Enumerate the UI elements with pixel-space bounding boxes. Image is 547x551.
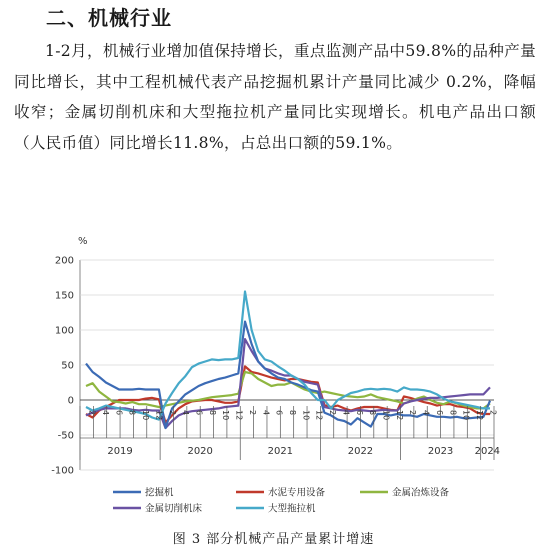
- year-label: 2020: [187, 446, 213, 457]
- x-tick-label: 6: [434, 410, 444, 416]
- x-tick-label: 2: [87, 410, 97, 416]
- x-tick-label: 4: [421, 410, 431, 416]
- legend-entry: 大型拖拉机: [268, 503, 316, 515]
- x-tick-label: 8: [288, 410, 297, 416]
- y-tick-label: 150: [54, 290, 74, 302]
- x-tick-label: 2: [488, 410, 498, 416]
- x-tick-label: 12: [154, 410, 164, 421]
- x-tick-label: 4: [181, 410, 191, 416]
- x-tick-label: 10: [141, 410, 151, 421]
- x-tick-label: 10: [461, 410, 471, 421]
- x-tick-label: 8: [368, 410, 378, 416]
- y-tick-label: -50: [57, 430, 74, 442]
- x-tick-label: 10: [221, 410, 231, 421]
- x-tick-label: 8: [207, 410, 217, 416]
- x-tick-label: 12: [474, 410, 484, 421]
- y-tick-label: 50: [61, 360, 74, 372]
- figure-caption: 图 3 部分机械产品产量累计增速: [172, 532, 375, 547]
- x-tick-label: 12: [314, 410, 324, 421]
- x-tick-label: 12: [234, 410, 244, 421]
- x-tick-label: 10: [301, 410, 311, 421]
- x-tick-label: 2: [408, 410, 418, 416]
- y-tick-label: -100: [51, 465, 74, 477]
- y-tick-label: 0: [67, 395, 74, 407]
- legend-entry: 金属冶炼设备: [392, 487, 450, 499]
- x-tick-label: 2: [328, 410, 338, 416]
- year-label: 2019: [107, 446, 133, 457]
- x-tick-label: 2: [167, 410, 177, 416]
- x-tick-label: 2: [247, 410, 257, 416]
- y-tick-label: 200: [54, 255, 74, 267]
- legend-entry: 水泥专用设备: [268, 487, 326, 499]
- x-tick-label: 4: [341, 410, 351, 416]
- x-tick-label: 6: [194, 410, 204, 416]
- legend-entry: 挖掘机: [145, 487, 174, 499]
- x-tick-label: 12: [394, 410, 404, 421]
- legend-entry: 金属切削机床: [145, 503, 203, 515]
- x-tick-label: 4: [261, 410, 271, 416]
- x-tick-label: 4: [101, 410, 111, 416]
- y-tick-label: 100: [54, 325, 74, 337]
- x-tick-label: 8: [448, 410, 458, 416]
- y-unit-label: %: [78, 236, 88, 247]
- body-paragraph: 1-2月，机械行业增加值保持增长，重点监测产品中59.8%的品种产量同比增长，其中工程机械代表产品挖掘机累计产量同比减少 0.2%，降幅收窄；金属切削机床和大型拖拉机产量同比实现增长。机电产品出口额（人民币值）同比增长11.8%，占总出口额的59.1%。: [14, 42, 536, 152]
- year-label: 2022: [347, 446, 374, 457]
- year-label: 2024: [474, 446, 501, 457]
- x-tick-label: 6: [114, 410, 124, 416]
- section-heading: 二、机械行业: [46, 6, 172, 30]
- year-label: 2023: [427, 446, 454, 457]
- x-tick-label: 6: [274, 410, 284, 416]
- x-tick-label: 8: [127, 410, 137, 416]
- year-label: 2021: [267, 446, 294, 457]
- x-tick-label: 6: [354, 410, 364, 416]
- x-tick-label: 10: [381, 410, 391, 421]
